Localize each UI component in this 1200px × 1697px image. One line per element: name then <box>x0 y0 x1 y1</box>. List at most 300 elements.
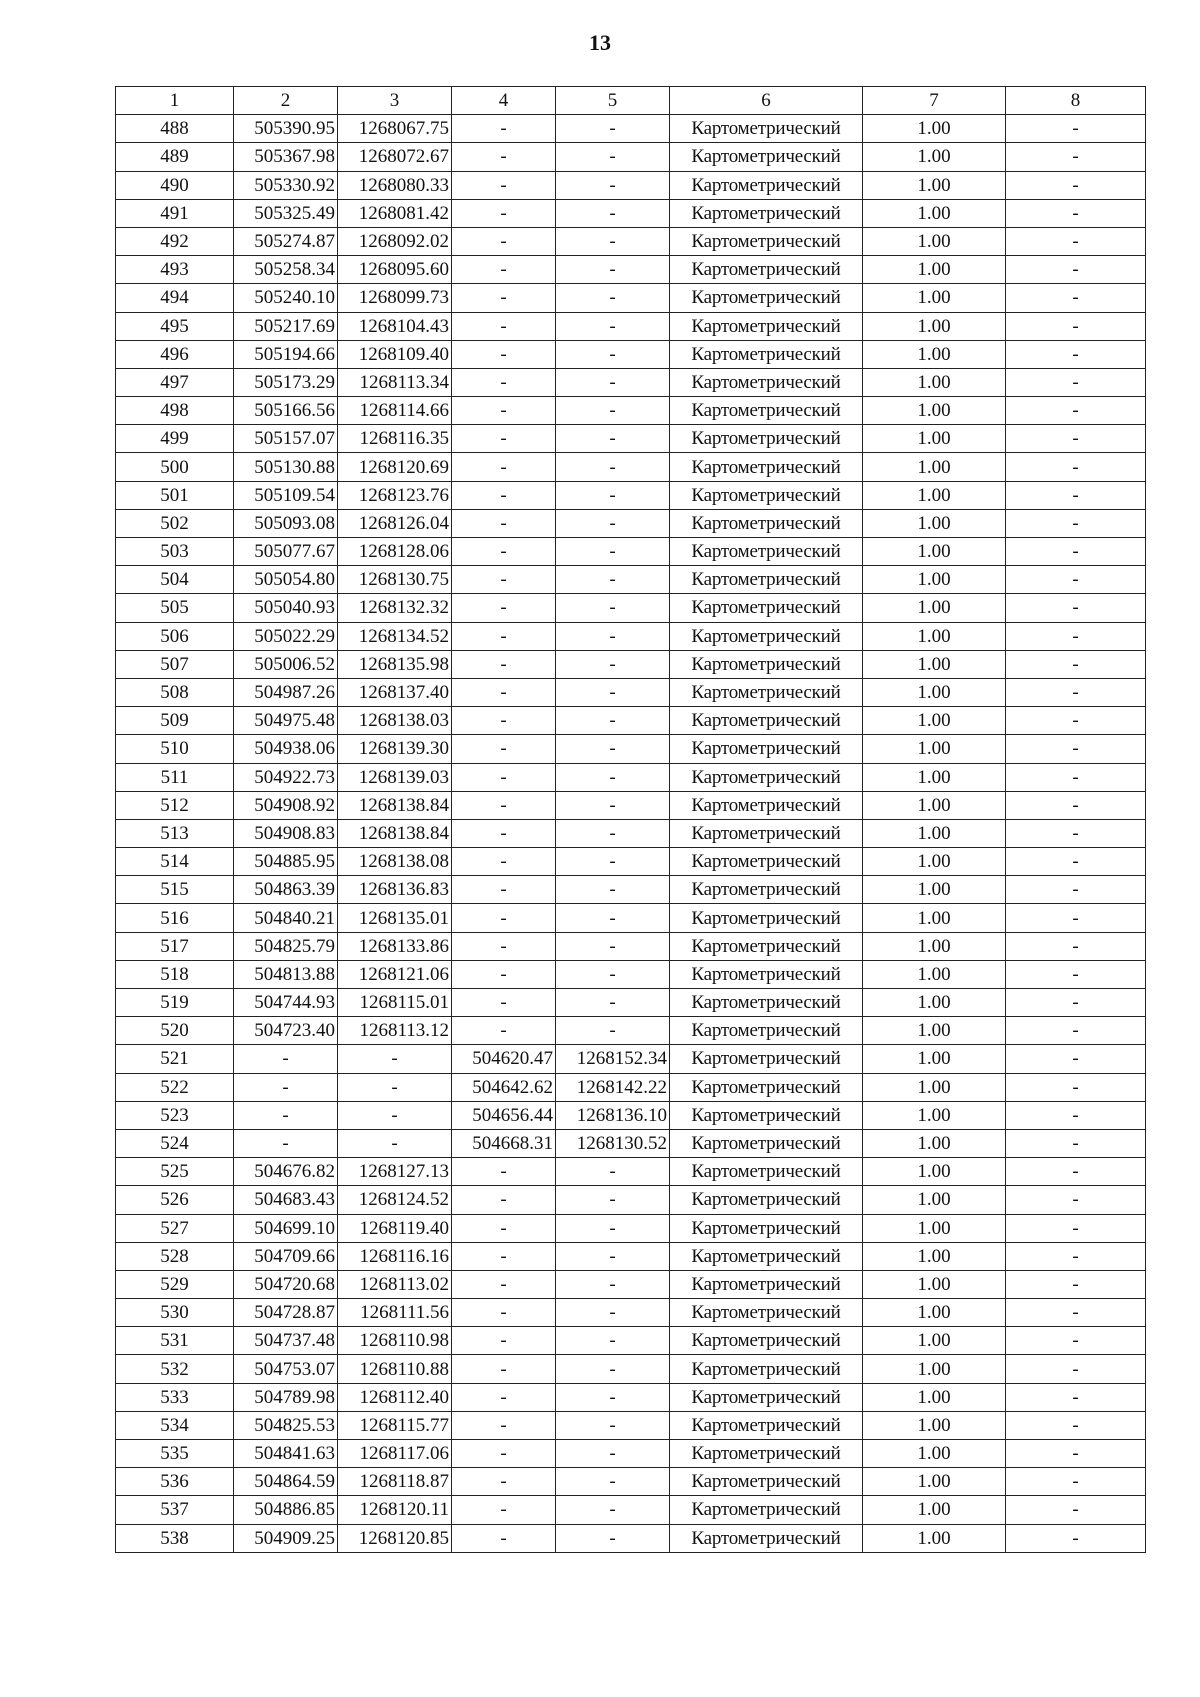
cell-point-number: 503 <box>116 538 234 566</box>
cell-y-coordinate-new: - <box>556 594 670 622</box>
cell-point-number: 494 <box>116 284 234 312</box>
table-row <box>116 453 1146 481</box>
cell-y-coordinate: 1268133.86 <box>338 932 452 960</box>
cell-y-coordinate: 1268112.40 <box>338 1383 452 1411</box>
cell-x-coordinate-new: - <box>452 763 556 791</box>
cell-method: Картометрический <box>670 1045 863 1073</box>
cell-x-coordinate: 505173.29 <box>234 368 338 396</box>
cell-y-coordinate-new: - <box>556 1214 670 1242</box>
cell-x-coordinate: 505077.67 <box>234 538 338 566</box>
cell-x-coordinate: 504753.07 <box>234 1355 338 1383</box>
cell-method: Картометрический <box>670 481 863 509</box>
cell-y-coordinate-new: - <box>556 1440 670 1468</box>
cell-y-coordinate-new: - <box>556 171 670 199</box>
table-row <box>116 1073 1146 1101</box>
cell-accuracy: 1.00 <box>863 1383 1006 1411</box>
cell-accuracy: 1.00 <box>863 1158 1006 1186</box>
cell-note: - <box>1006 1383 1146 1411</box>
cell-note: - <box>1006 1101 1146 1129</box>
cell-point-number: 506 <box>116 622 234 650</box>
cell-y-coordinate-new: 1268130.52 <box>556 1129 670 1157</box>
cell-y-coordinate-new: - <box>556 397 670 425</box>
cell-accuracy: 1.00 <box>863 143 1006 171</box>
column-header-2: 2 <box>234 87 338 115</box>
cell-x-coordinate: 505006.52 <box>234 650 338 678</box>
cell-x-coordinate-new: - <box>452 1299 556 1327</box>
column-header-1: 1 <box>116 87 234 115</box>
cell-x-coordinate: 504709.66 <box>234 1242 338 1270</box>
cell-y-coordinate: 1268118.87 <box>338 1468 452 1496</box>
cell-x-coordinate-new: - <box>452 340 556 368</box>
table-row <box>116 650 1146 678</box>
cell-point-number: 495 <box>116 312 234 340</box>
cell-y-coordinate: 1268126.04 <box>338 509 452 537</box>
page-number: 13 <box>589 30 611 55</box>
cell-method: Картометрический <box>670 397 863 425</box>
cell-y-coordinate: 1268072.67 <box>338 143 452 171</box>
cell-x-coordinate-new: - <box>452 397 556 425</box>
cell-accuracy: 1.00 <box>863 622 1006 650</box>
cell-accuracy: 1.00 <box>863 989 1006 1017</box>
cell-x-coordinate-new: - <box>452 538 556 566</box>
column-header-5: 5 <box>556 87 670 115</box>
cell-point-number: 538 <box>116 1524 234 1552</box>
cell-note: - <box>1006 115 1146 143</box>
table-row <box>116 171 1146 199</box>
cell-x-coordinate-new: - <box>452 707 556 735</box>
cell-x-coordinate: 505040.93 <box>234 594 338 622</box>
cell-accuracy: 1.00 <box>863 1073 1006 1101</box>
cell-note: - <box>1006 735 1146 763</box>
cell-accuracy: 1.00 <box>863 1524 1006 1552</box>
cell-x-coordinate: 505022.29 <box>234 622 338 650</box>
cell-point-number: 513 <box>116 819 234 847</box>
cell-x-coordinate: - <box>234 1073 338 1101</box>
table-row <box>116 1411 1146 1439</box>
cell-y-coordinate: 1268117.06 <box>338 1440 452 1468</box>
cell-y-coordinate-new: - <box>556 481 670 509</box>
cell-method: Картометрический <box>670 1186 863 1214</box>
cell-accuracy: 1.00 <box>863 481 1006 509</box>
cell-y-coordinate: 1268138.84 <box>338 819 452 847</box>
cell-y-coordinate-new: - <box>556 1158 670 1186</box>
cell-y-coordinate-new: 1268152.34 <box>556 1045 670 1073</box>
cell-x-coordinate: 504699.10 <box>234 1214 338 1242</box>
cell-note: - <box>1006 1299 1146 1327</box>
cell-y-coordinate-new: - <box>556 256 670 284</box>
cell-method: Картометрический <box>670 989 863 1017</box>
cell-x-coordinate-new: - <box>452 481 556 509</box>
cell-x-coordinate-new: - <box>452 1355 556 1383</box>
cell-x-coordinate: 504737.48 <box>234 1327 338 1355</box>
cell-x-coordinate-new: - <box>452 509 556 537</box>
cell-y-coordinate-new: 1268142.22 <box>556 1073 670 1101</box>
cell-point-number: 493 <box>116 256 234 284</box>
cell-accuracy: 1.00 <box>863 1270 1006 1298</box>
cell-note: - <box>1006 763 1146 791</box>
cell-y-coordinate: 1268135.98 <box>338 650 452 678</box>
cell-method: Картометрический <box>670 1073 863 1101</box>
cell-method: Картометрический <box>670 1017 863 1045</box>
cell-y-coordinate-new: - <box>556 284 670 312</box>
cell-accuracy: 1.00 <box>863 199 1006 227</box>
cell-accuracy: 1.00 <box>863 566 1006 594</box>
cell-x-coordinate-new: - <box>452 1327 556 1355</box>
cell-note: - <box>1006 848 1146 876</box>
cell-y-coordinate-new: - <box>556 1299 670 1327</box>
column-header-4: 4 <box>452 87 556 115</box>
cell-y-coordinate: 1268115.01 <box>338 989 452 1017</box>
cell-y-coordinate-new: - <box>556 1327 670 1355</box>
table-row <box>116 904 1146 932</box>
cell-method: Картометрический <box>670 312 863 340</box>
table-row <box>116 397 1146 425</box>
cell-y-coordinate: 1268120.11 <box>338 1496 452 1524</box>
cell-point-number: 508 <box>116 678 234 706</box>
table-row <box>116 368 1146 396</box>
cell-method: Картометрический <box>670 650 863 678</box>
cell-point-number: 515 <box>116 876 234 904</box>
cell-x-coordinate: 504720.68 <box>234 1270 338 1298</box>
cell-accuracy: 1.00 <box>863 1440 1006 1468</box>
cell-x-coordinate-new: - <box>452 1186 556 1214</box>
cell-y-coordinate: 1268132.32 <box>338 594 452 622</box>
header-row <box>116 87 1146 115</box>
cell-y-coordinate-new: - <box>556 227 670 255</box>
cell-point-number: 499 <box>116 425 234 453</box>
cell-y-coordinate: 1268113.12 <box>338 1017 452 1045</box>
cell-accuracy: 1.00 <box>863 284 1006 312</box>
cell-method: Картометрический <box>670 1496 863 1524</box>
cell-point-number: 527 <box>116 1214 234 1242</box>
cell-note: - <box>1006 143 1146 171</box>
cell-y-coordinate: 1268135.01 <box>338 904 452 932</box>
cell-x-coordinate: 505157.07 <box>234 425 338 453</box>
table-row <box>116 707 1146 735</box>
cell-y-coordinate-new: - <box>556 1496 670 1524</box>
cell-y-coordinate-new: - <box>556 650 670 678</box>
cell-note: - <box>1006 1242 1146 1270</box>
cell-note: - <box>1006 1468 1146 1496</box>
cell-x-coordinate: 504908.83 <box>234 819 338 847</box>
cell-method: Картометрический <box>670 1327 863 1355</box>
cell-x-coordinate: - <box>234 1129 338 1157</box>
cell-y-coordinate: 1268120.69 <box>338 453 452 481</box>
cell-accuracy: 1.00 <box>863 397 1006 425</box>
cell-note: - <box>1006 227 1146 255</box>
cell-x-coordinate: 504922.73 <box>234 763 338 791</box>
cell-method: Картометрический <box>670 791 863 819</box>
cell-point-number: 512 <box>116 791 234 819</box>
cell-x-coordinate: - <box>234 1045 338 1073</box>
cell-x-coordinate: 505367.98 <box>234 143 338 171</box>
cell-note: - <box>1006 1045 1146 1073</box>
cell-accuracy: 1.00 <box>863 509 1006 537</box>
cell-x-coordinate: 505240.10 <box>234 284 338 312</box>
cell-y-coordinate: 1268120.85 <box>338 1524 452 1552</box>
cell-note: - <box>1006 566 1146 594</box>
cell-x-coordinate-new: - <box>452 1383 556 1411</box>
table-row <box>116 819 1146 847</box>
cell-accuracy: 1.00 <box>863 538 1006 566</box>
cell-y-coordinate-new: - <box>556 1270 670 1298</box>
cell-y-coordinate-new: - <box>556 1017 670 1045</box>
cell-y-coordinate: 1268123.76 <box>338 481 452 509</box>
cell-x-coordinate: 504909.25 <box>234 1524 338 1552</box>
cell-method: Картометрический <box>670 171 863 199</box>
cell-method: Картометрический <box>670 960 863 988</box>
cell-x-coordinate: 504975.48 <box>234 707 338 735</box>
cell-method: Картометрический <box>670 1129 863 1157</box>
cell-note: - <box>1006 791 1146 819</box>
cell-y-coordinate-new: - <box>556 115 670 143</box>
table-row <box>116 1327 1146 1355</box>
cell-note: - <box>1006 509 1146 537</box>
cell-method: Картометрический <box>670 763 863 791</box>
cell-method: Картометрический <box>670 678 863 706</box>
table-row <box>116 791 1146 819</box>
cell-method: Картометрический <box>670 1411 863 1439</box>
cell-x-coordinate: 504841.63 <box>234 1440 338 1468</box>
cell-y-coordinate-new: - <box>556 368 670 396</box>
cell-y-coordinate-new: - <box>556 1383 670 1411</box>
cell-method: Картометрический <box>670 1214 863 1242</box>
cell-y-coordinate-new: - <box>556 876 670 904</box>
cell-x-coordinate: 504908.92 <box>234 791 338 819</box>
cell-y-coordinate: - <box>338 1045 452 1073</box>
cell-x-coordinate: 504863.39 <box>234 876 338 904</box>
cell-point-number: 492 <box>116 227 234 255</box>
cell-note: - <box>1006 1355 1146 1383</box>
cell-y-coordinate-new: - <box>556 678 670 706</box>
cell-y-coordinate-new: 1268136.10 <box>556 1101 670 1129</box>
cell-method: Картометрический <box>670 1158 863 1186</box>
cell-x-coordinate-new: - <box>452 594 556 622</box>
cell-note: - <box>1006 594 1146 622</box>
cell-point-number: 507 <box>116 650 234 678</box>
cell-point-number: 526 <box>116 1186 234 1214</box>
cell-x-coordinate: 504938.06 <box>234 735 338 763</box>
cell-x-coordinate-new: - <box>452 425 556 453</box>
cell-y-coordinate: 1268116.16 <box>338 1242 452 1270</box>
cell-point-number: 490 <box>116 171 234 199</box>
cell-y-coordinate-new: - <box>556 340 670 368</box>
cell-point-number: 509 <box>116 707 234 735</box>
cell-method: Картометрический <box>670 594 863 622</box>
cell-note: - <box>1006 453 1146 481</box>
cell-x-coordinate-new: - <box>452 284 556 312</box>
cell-x-coordinate-new: - <box>452 622 556 650</box>
cell-accuracy: 1.00 <box>863 1355 1006 1383</box>
cell-y-coordinate: 1268110.88 <box>338 1355 452 1383</box>
cell-x-coordinate: 504825.79 <box>234 932 338 960</box>
cell-point-number: 529 <box>116 1270 234 1298</box>
cell-accuracy: 1.00 <box>863 115 1006 143</box>
cell-x-coordinate: 504789.98 <box>234 1383 338 1411</box>
cell-point-number: 491 <box>116 199 234 227</box>
coordinates-table <box>115 86 1146 1553</box>
cell-accuracy: 1.00 <box>863 1045 1006 1073</box>
cell-y-coordinate-new: - <box>556 819 670 847</box>
cell-x-coordinate-new: - <box>452 256 556 284</box>
table-row <box>116 989 1146 1017</box>
cell-x-coordinate: 505390.95 <box>234 115 338 143</box>
table-row <box>116 848 1146 876</box>
cell-y-coordinate: 1268114.66 <box>338 397 452 425</box>
cell-method: Картометрический <box>670 932 863 960</box>
cell-x-coordinate-new: - <box>452 1496 556 1524</box>
cell-point-number: 524 <box>116 1129 234 1157</box>
cell-note: - <box>1006 1270 1146 1298</box>
cell-point-number: 520 <box>116 1017 234 1045</box>
cell-x-coordinate-new: - <box>452 312 556 340</box>
cell-x-coordinate-new: - <box>452 960 556 988</box>
cell-point-number: 500 <box>116 453 234 481</box>
column-header-8: 8 <box>1006 87 1146 115</box>
cell-method: Картометрический <box>670 1524 863 1552</box>
cell-point-number: 502 <box>116 509 234 537</box>
table-row <box>116 1186 1146 1214</box>
cell-method: Картометрический <box>670 340 863 368</box>
cell-note: - <box>1006 340 1146 368</box>
cell-x-coordinate: 505109.54 <box>234 481 338 509</box>
cell-note: - <box>1006 425 1146 453</box>
cell-y-coordinate: 1268130.75 <box>338 566 452 594</box>
table-row <box>116 227 1146 255</box>
cell-point-number: 533 <box>116 1383 234 1411</box>
table-row <box>116 1383 1146 1411</box>
cell-note: - <box>1006 1327 1146 1355</box>
cell-note: - <box>1006 312 1146 340</box>
table-row <box>116 340 1146 368</box>
cell-x-coordinate-new: - <box>452 678 556 706</box>
cell-y-coordinate: 1268095.60 <box>338 256 452 284</box>
cell-note: - <box>1006 1214 1146 1242</box>
cell-x-coordinate: 505258.34 <box>234 256 338 284</box>
cell-y-coordinate-new: - <box>556 566 670 594</box>
cell-accuracy: 1.00 <box>863 368 1006 396</box>
cell-y-coordinate-new: - <box>556 735 670 763</box>
cell-y-coordinate: 1268124.52 <box>338 1186 452 1214</box>
cell-point-number: 522 <box>116 1073 234 1101</box>
cell-point-number: 489 <box>116 143 234 171</box>
cell-x-coordinate-new: 504656.44 <box>452 1101 556 1129</box>
table-row <box>116 1129 1146 1157</box>
cell-y-coordinate: 1268109.40 <box>338 340 452 368</box>
cell-x-coordinate: 505325.49 <box>234 199 338 227</box>
cell-x-coordinate-new: 504642.62 <box>452 1073 556 1101</box>
table-row <box>116 622 1146 650</box>
cell-method: Картометрический <box>670 1383 863 1411</box>
cell-note: - <box>1006 284 1146 312</box>
cell-x-coordinate-new: - <box>452 566 556 594</box>
cell-y-coordinate: 1268138.84 <box>338 791 452 819</box>
cell-x-coordinate: 504813.88 <box>234 960 338 988</box>
cell-accuracy: 1.00 <box>863 256 1006 284</box>
table-row <box>116 763 1146 791</box>
cell-y-coordinate: 1268134.52 <box>338 622 452 650</box>
cell-point-number: 518 <box>116 960 234 988</box>
cell-y-coordinate-new: - <box>556 143 670 171</box>
cell-note: - <box>1006 199 1146 227</box>
cell-x-coordinate: 504728.87 <box>234 1299 338 1327</box>
cell-x-coordinate-new: - <box>452 650 556 678</box>
cell-x-coordinate-new: - <box>452 368 556 396</box>
cell-x-coordinate-new: 504668.31 <box>452 1129 556 1157</box>
cell-x-coordinate: 505093.08 <box>234 509 338 537</box>
cell-accuracy: 1.00 <box>863 1242 1006 1270</box>
cell-method: Картометрический <box>670 735 863 763</box>
cell-x-coordinate: 504676.82 <box>234 1158 338 1186</box>
cell-accuracy: 1.00 <box>863 763 1006 791</box>
table-row <box>116 143 1146 171</box>
cell-note: - <box>1006 481 1146 509</box>
cell-point-number: 528 <box>116 1242 234 1270</box>
cell-note: - <box>1006 960 1146 988</box>
cell-y-coordinate-new: - <box>556 707 670 735</box>
cell-x-coordinate: 504683.43 <box>234 1186 338 1214</box>
cell-method: Картометрический <box>670 707 863 735</box>
table-row <box>116 509 1146 537</box>
cell-point-number: 523 <box>116 1101 234 1129</box>
cell-point-number: 496 <box>116 340 234 368</box>
cell-point-number: 488 <box>116 115 234 143</box>
cell-point-number: 534 <box>116 1411 234 1439</box>
cell-x-coordinate: 505194.66 <box>234 340 338 368</box>
cell-y-coordinate-new: - <box>556 425 670 453</box>
cell-note: - <box>1006 819 1146 847</box>
cell-accuracy: 1.00 <box>863 1411 1006 1439</box>
cell-y-coordinate-new: - <box>556 1186 670 1214</box>
table-row <box>116 1242 1146 1270</box>
cell-x-coordinate: 504987.26 <box>234 678 338 706</box>
table-row <box>116 1101 1146 1129</box>
column-header-7: 7 <box>863 87 1006 115</box>
table-row <box>116 115 1146 143</box>
cell-note: - <box>1006 989 1146 1017</box>
cell-y-coordinate-new: - <box>556 1524 670 1552</box>
cell-x-coordinate-new: - <box>452 1158 556 1186</box>
cell-accuracy: 1.00 <box>863 1017 1006 1045</box>
cell-y-coordinate: 1268104.43 <box>338 312 452 340</box>
cell-point-number: 531 <box>116 1327 234 1355</box>
column-header-3: 3 <box>338 87 452 115</box>
cell-method: Картометрический <box>670 256 863 284</box>
cell-y-coordinate-new: - <box>556 1355 670 1383</box>
cell-y-coordinate-new: - <box>556 453 670 481</box>
cell-y-coordinate: 1268119.40 <box>338 1214 452 1242</box>
cell-note: - <box>1006 1496 1146 1524</box>
cell-point-number: 498 <box>116 397 234 425</box>
cell-accuracy: 1.00 <box>863 819 1006 847</box>
table-row <box>116 1214 1146 1242</box>
cell-method: Картометрический <box>670 566 863 594</box>
cell-x-coordinate: 504886.85 <box>234 1496 338 1524</box>
cell-accuracy: 1.00 <box>863 340 1006 368</box>
cell-accuracy: 1.00 <box>863 848 1006 876</box>
cell-point-number: 516 <box>116 904 234 932</box>
table-row <box>116 1440 1146 1468</box>
cell-point-number: 514 <box>116 848 234 876</box>
cell-x-coordinate-new: - <box>452 171 556 199</box>
cell-point-number: 511 <box>116 763 234 791</box>
table-row <box>116 312 1146 340</box>
cell-y-coordinate: 1268138.03 <box>338 707 452 735</box>
cell-x-coordinate-new: - <box>452 819 556 847</box>
cell-x-coordinate-new: 504620.47 <box>452 1045 556 1073</box>
cell-x-coordinate-new: - <box>452 1214 556 1242</box>
cell-method: Картометрический <box>670 1355 863 1383</box>
